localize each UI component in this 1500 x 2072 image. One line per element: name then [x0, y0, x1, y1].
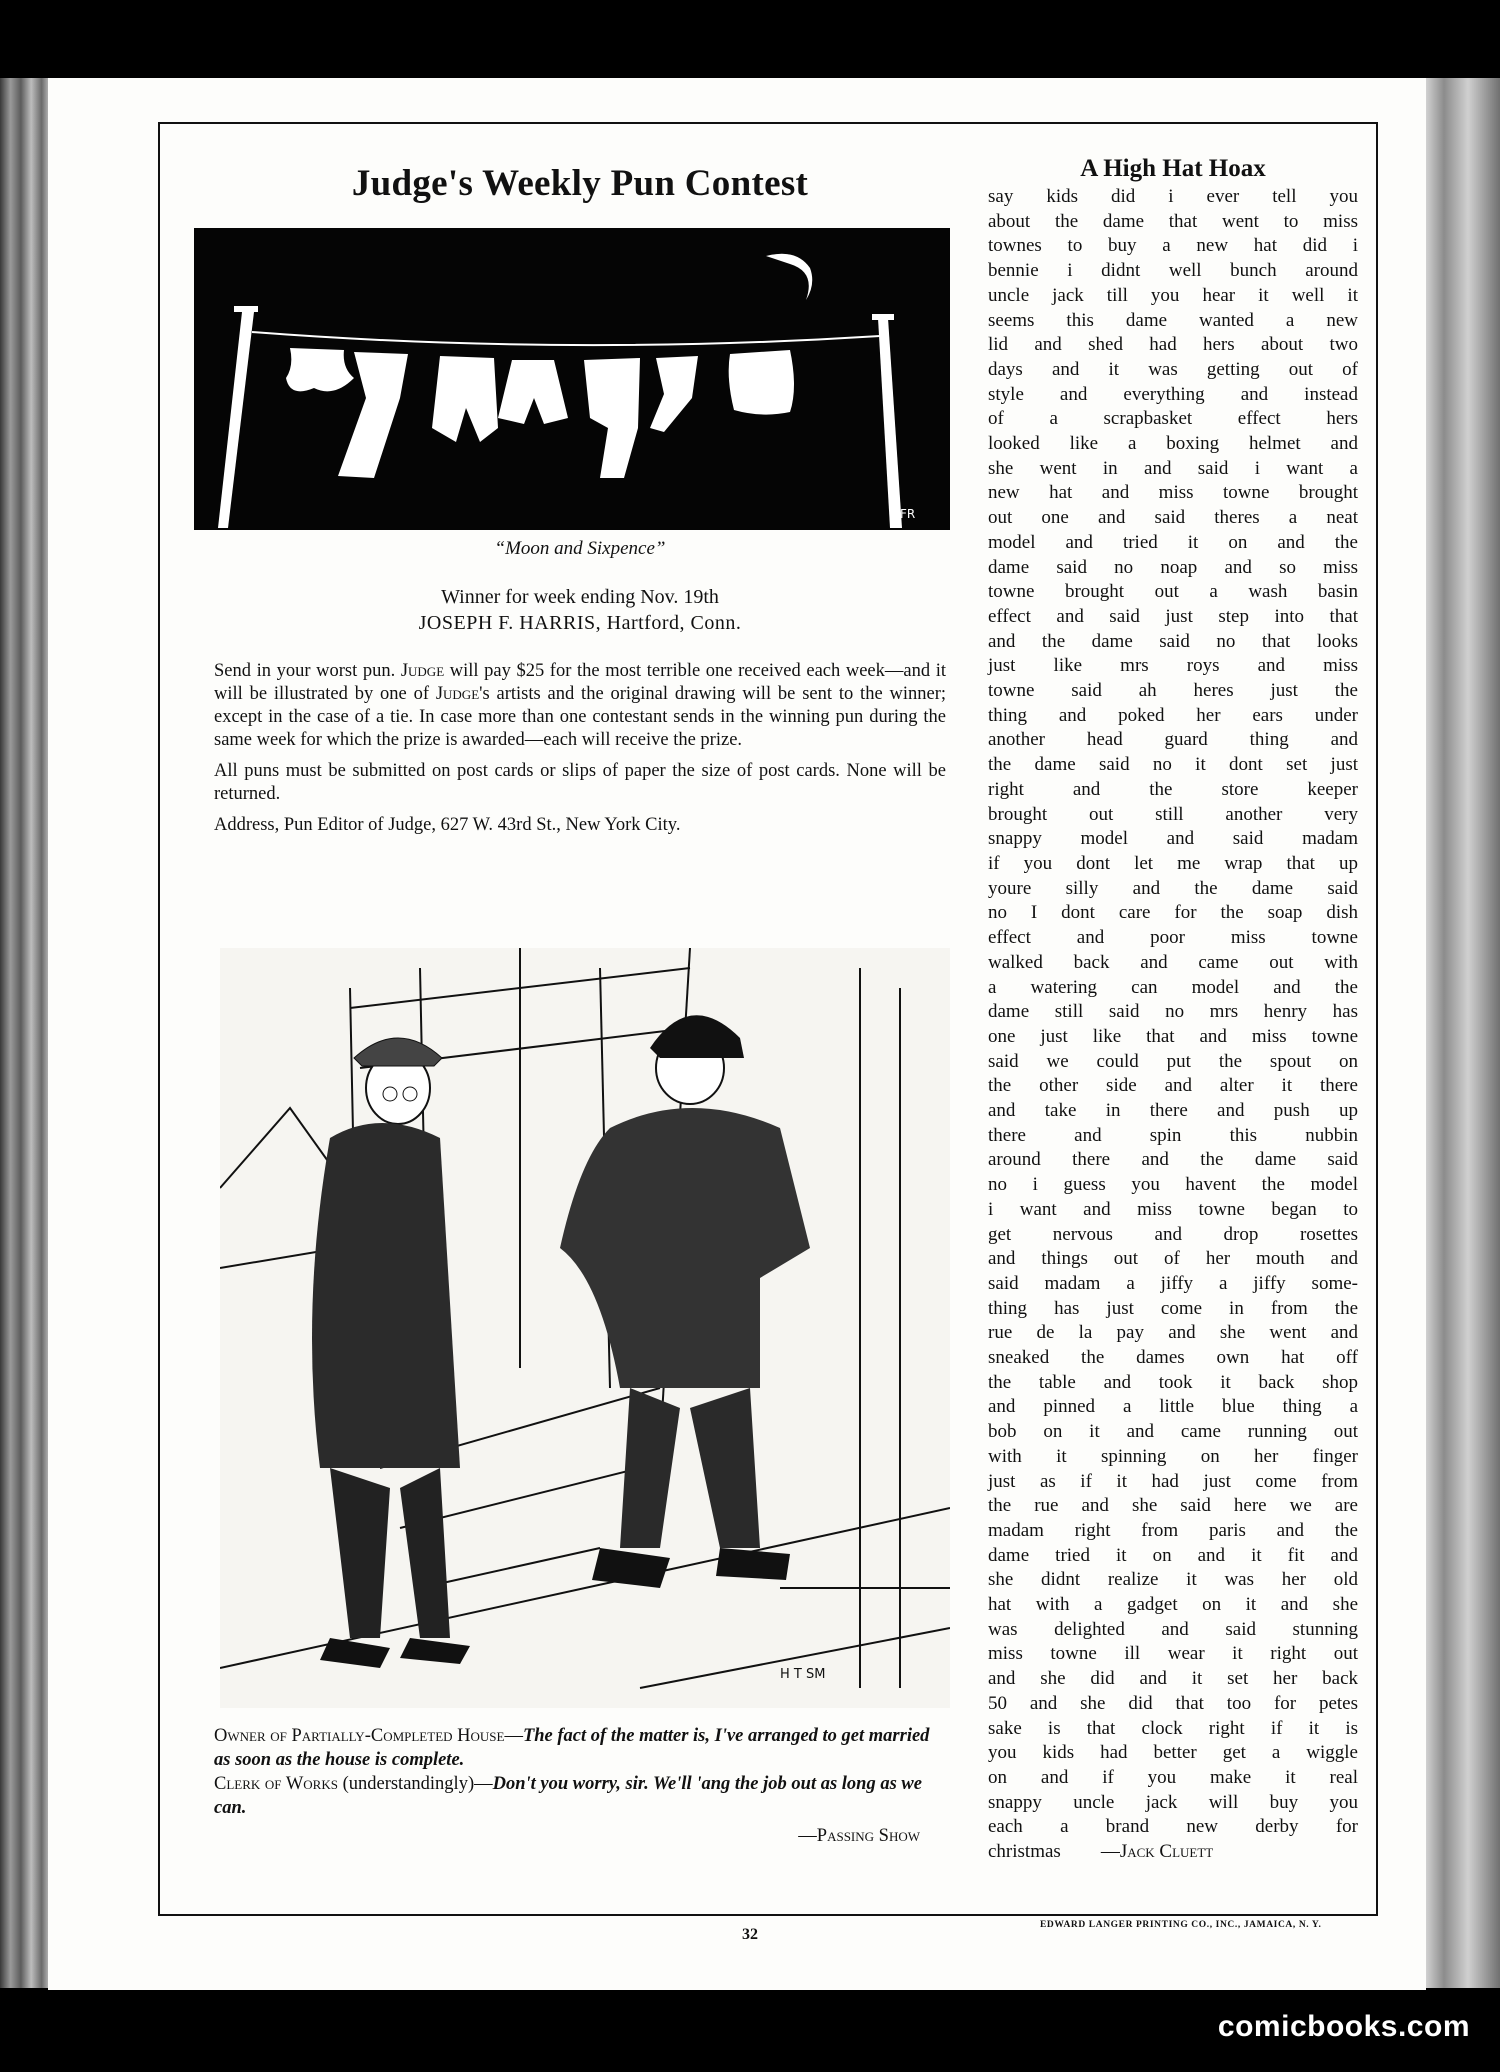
story-line: the dame said no it dont set just: [988, 754, 1358, 776]
cartoon-caption: [214, 1724, 944, 1848]
story-line: if you dont let me wrap that up: [988, 852, 1358, 874]
story-line: walked back and came out with: [988, 951, 1358, 973]
story-line: you kids had better get a wiggle: [988, 1742, 1358, 1764]
story-line: madam right from paris and the: [988, 1519, 1358, 1541]
quote-clerk: Don't you worry, sir. We'll 'ang the job out as long as we can.: [214, 1774, 922, 1818]
story-column: [988, 155, 1358, 1865]
story-line: uncle jack till you hear it well it: [988, 284, 1358, 306]
story-line: youre silly and the dame said: [988, 877, 1358, 899]
printer-credit: EDWARD LANGER PRINTING CO., INC., JAMAICA, N. Y.: [1040, 1920, 1322, 1930]
story-line: a watering can model and the: [988, 976, 1358, 998]
story-line: the other side and alter it there: [988, 1075, 1358, 1097]
cartoon-signature: H T SM: [780, 1667, 826, 1682]
story-line: on and if you make it real: [988, 1767, 1358, 1788]
story-line: bob on it and came running out: [988, 1421, 1358, 1443]
story-line: sake is that clock right if it is: [988, 1717, 1358, 1739]
illustration-caption: “Moon and Sixpence”: [494, 538, 666, 559]
story-line: thing and poked her ears under: [988, 704, 1358, 726]
story-line: the table and took it back shop: [988, 1371, 1358, 1393]
story-line: she went in and said i want a: [988, 457, 1358, 479]
story-line: around there and the dame said: [988, 1149, 1358, 1171]
page-edge: [1420, 78, 1500, 1988]
clothesline-drawing: [194, 228, 950, 530]
story-line: 50 and she did that too for petes: [988, 1692, 1358, 1714]
story-ending: [988, 1840, 1358, 1865]
story-line: out one and said theres a neat: [988, 507, 1358, 529]
story-line: sneaked the dames own hat off: [988, 1347, 1358, 1369]
story-line: effect and poor miss towne: [988, 927, 1358, 949]
story-line: snappy model and said madam: [988, 828, 1358, 850]
winner-name: JOSEPH F. HARRIS, Hartford, Conn.: [418, 612, 742, 634]
story-line: dame said no noap and so miss: [988, 556, 1358, 578]
story-body: [988, 185, 1358, 1840]
story-line: brought out still another very: [988, 803, 1358, 825]
cartoon-drawing: [220, 948, 950, 1708]
page-number: 32: [742, 1926, 758, 1943]
rules-text: Send in your worst pun.: [214, 661, 401, 681]
story-line: dame tried it on and it fit and: [988, 1544, 1358, 1566]
winner-block: [210, 584, 950, 636]
story-line: one just like that and miss towne: [988, 1025, 1358, 1047]
story-line: thing has just come in from the: [988, 1297, 1358, 1319]
story-line: towne said ah heres just the: [988, 680, 1358, 702]
story-line: no I dont care for the soap dish: [988, 902, 1358, 924]
caption-line-clerk: [214, 1772, 944, 1820]
story-text: christmas: [988, 1841, 1061, 1863]
story-line: days and it was getting out of: [988, 358, 1358, 380]
story-line: was delighted and said stunning: [988, 1618, 1358, 1640]
rules-text: 's artists and the original drawing will be sent to the winner; except in the case of a tie. In case more than one contestant sends in the winning pun during the same week for which the prize is awarded—each will receive the prize.: [214, 684, 946, 750]
story-line: bennie i didnt well bunch around: [988, 260, 1358, 282]
story-line: and pinned a little blue thing a: [988, 1396, 1358, 1418]
quote-owner: The fact of the matter is, I've arranged to get married as soon as the house is complete.: [214, 1726, 930, 1770]
contest-rules: [214, 660, 946, 845]
story-line: towne brought out a wash basin: [988, 581, 1358, 603]
story-line: lid and shed had hers about two: [988, 334, 1358, 356]
story-line: miss towne ill wear it right out: [988, 1643, 1358, 1665]
speaker-owner: Owner of Partially-Completed House: [214, 1726, 505, 1746]
judge-name: Judge: [435, 684, 480, 704]
moon-and-sixpence-illustration: [194, 228, 950, 530]
story-line: i want and miss towne began to: [988, 1198, 1358, 1220]
story-line: say kids did i ever tell you: [988, 186, 1358, 207]
story-line: no i guess you havent the model: [988, 1174, 1358, 1196]
story-line: said we could put the spout on: [988, 1050, 1358, 1072]
story-line: with it spinning on her finger: [988, 1445, 1358, 1467]
contest-address: Address, Pun Editor of Judge, 627 W. 43rd St., New York City.: [214, 815, 681, 835]
story-line: hat with a gadget on it and she: [988, 1594, 1358, 1616]
story-line: and she did and it set her back: [988, 1668, 1358, 1690]
book-binding: [0, 78, 52, 1988]
story-line: and take in there and push up: [988, 1100, 1358, 1122]
story-line: each a brand new derby for: [988, 1816, 1358, 1838]
story-line: snappy uncle jack will buy you: [988, 1791, 1358, 1813]
story-line: about the dame that went to miss: [988, 210, 1358, 232]
story-line: looked like a boxing helmet and: [988, 433, 1358, 455]
stage-direction: (understandingly)—: [337, 1774, 493, 1794]
story-line: there and spin this nubbin: [988, 1124, 1358, 1146]
story-title: A High Hat Hoax: [1080, 155, 1266, 182]
story-line: model and tried it on and the: [988, 531, 1358, 553]
judge-name: Judge: [400, 661, 445, 681]
story-line: dame still said no mrs henry has: [988, 1001, 1358, 1023]
winner-week: Winner for week ending Nov. 19th: [441, 586, 719, 608]
story-line: seems this dame wanted a new: [988, 309, 1358, 331]
submission-rules: All puns must be submitted on post cards or slips of paper the size of post cards. None will be returned.: [214, 761, 946, 804]
story-line: just like mrs roys and miss: [988, 655, 1358, 677]
site-watermark: comicbooks.com: [1217, 2010, 1470, 2043]
story-byline: —Jack Cluett: [1100, 1841, 1214, 1863]
story-last-line: [988, 1840, 1358, 1865]
story-line: right and the store keeper: [988, 778, 1358, 800]
story-line: the rue and she said here we are: [988, 1495, 1358, 1517]
artist-initials: FR: [900, 507, 916, 521]
rules-text: will pay $25 for the most terrible one received each week—and it will be illustrated by one of: [214, 661, 946, 704]
story-line: new hat and miss towne brought: [988, 482, 1358, 504]
house-cartoon: [220, 948, 950, 1708]
story-line: just as if it had just come from: [988, 1470, 1358, 1492]
story-line: of a scrapbasket effect hers: [988, 408, 1358, 430]
story-line: and the dame said no that looks: [988, 630, 1358, 652]
story-line: she didnt realize it was her old: [988, 1569, 1358, 1591]
story-line: said madam a jiffy a jiffy some-: [988, 1272, 1358, 1294]
story-line: townes to buy a new hat did i: [988, 235, 1358, 257]
pun-contest-title: Judge's Weekly Pun Contest: [351, 163, 809, 204]
rules-paragraph: [214, 660, 946, 752]
story-line: rue de la pay and she went and: [988, 1322, 1358, 1344]
story-line: get nervous and drop rosettes: [988, 1223, 1358, 1245]
story-line: and things out of her mouth and: [988, 1248, 1358, 1270]
cartoon-credit: —Passing Show: [798, 1826, 920, 1846]
speaker-clerk: Clerk of Works: [214, 1774, 338, 1794]
story-line: effect and said just step into that: [988, 605, 1358, 627]
pun-contest-header: [210, 150, 950, 205]
story-line: style and everything and instead: [988, 383, 1358, 405]
caption-line-owner: Owner of Partially-Completed House—The fact of the matter is, I've arranged to get married as soon as the house is complete.: [214, 1726, 930, 1770]
story-line: another head guard thing and: [988, 729, 1358, 751]
